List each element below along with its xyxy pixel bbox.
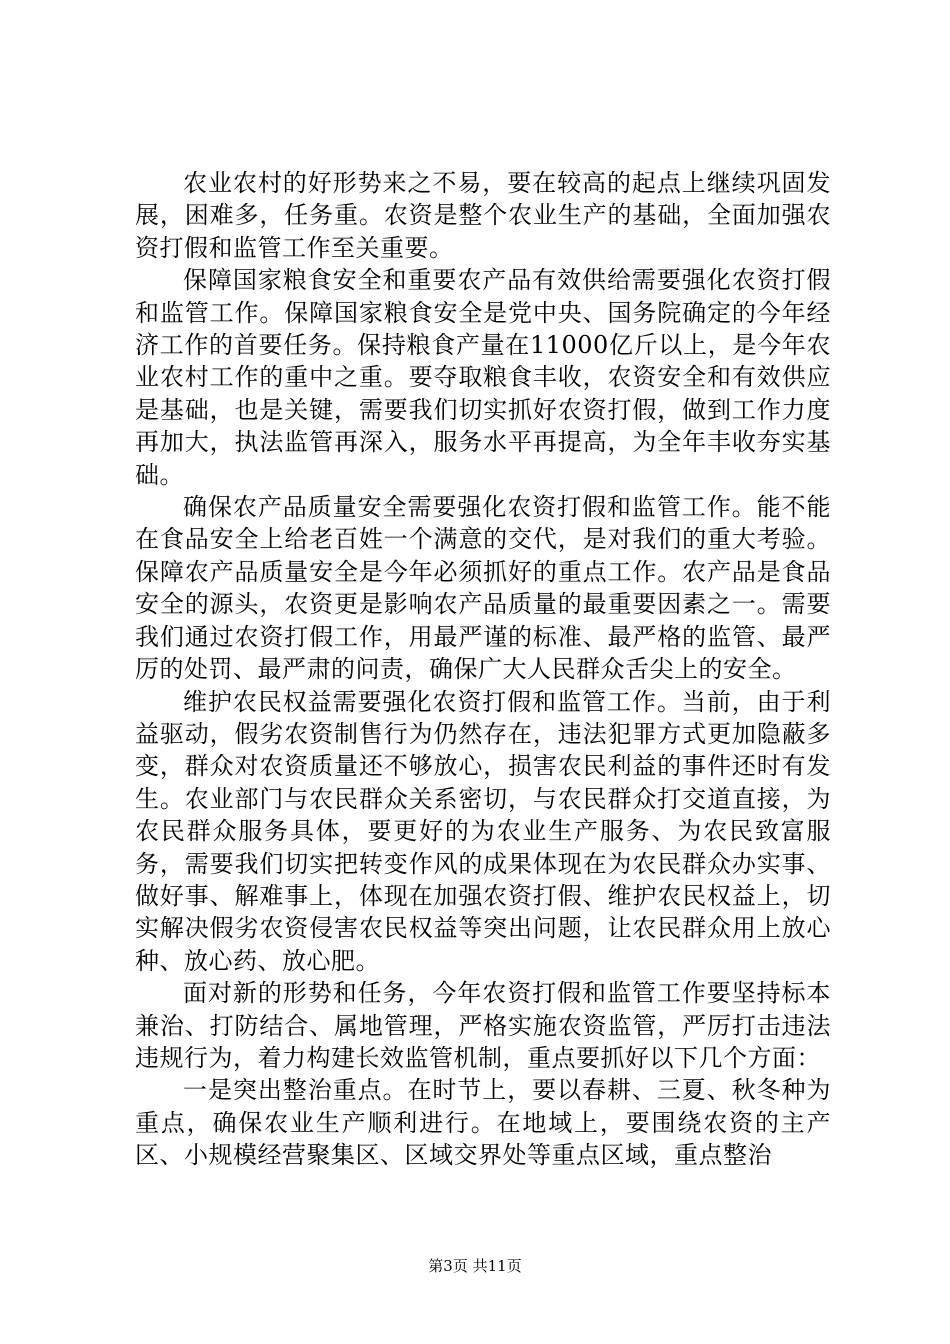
page-number-footer: 第3页 共11页 [428,1257,522,1275]
paragraph-3: 确保农产品质量安全需要强化农资打假和监管工作。能不能在食品安全上给老百姓一个满意的交代，是对我们的重大考验。保障农产品质量安全是今年必须抓好的重点工作。农产品是食品安全的源头，农资更是影响农产品质量的最重要因素之一。需要我们通过农资打假工作，用最严谨的标准、最严格的监管、最严厉的处罚、最严肃的问责，确保广大人民群众舌尖上的安全。 [135,493,831,684]
paragraph-4: 维护农民权益需要强化农资打假和监管工作。当前，由于利益驱动，假劣农资制售行为仍然存在，违法犯罪方式更加隐蔽多变，群众对农资质量还不够放心，损害农民利益的事件还时有发生。农业部门与农民群众关系密切，与农民群众打交道直接，为农民群众服务具体，要更好的为农业生产服务、为农民致富服务，需要我们切实把转变作风的成果体现在为农民群众办实事、做好事、解难事上，体现在加强农资打假、维护农民权益上，切实解决假劣农资侵害农民权益等突出问题，让农民群众用上放心种、放心药、放心肥。 [135,687,831,975]
paragraph-6: 一是突出整治重点。在时节上，要以春耕、三夏、秋冬种为重点，确保农业生产顺利进行。在地域上，要围绕农资的主产区、小规模经营聚集区、区域交界处等重点区域，重点整治 [135,1076,831,1170]
paragraph-2: 保障国家粮食安全和重要农产品有效供给需要强化农资打假和监管工作。保障国家粮食安全是党中央、国务院确定的今年经济工作的首要任务。保持粮食产量在11000亿斤以上，是今年农业农村工作的重中之重。要夺取粮食丰收，农资安全和有效供应是基础，也是关键，需要我们切实抓好农资打假，做到工作力度再加大，执法监管再深入，服务水平再提高，为全年丰收夯实基础。 [135,266,831,489]
paragraph-1: 农业农村的好形势来之不易，要在较高的起点上继续巩固发展，困难多，任务重。农资是整个农业生产的基础，全面加强农资打假和监管工作至关重要。 [135,169,831,262]
paragraph-5: 面对新的形势和任务，今年农资打假和监管工作要坚持标本兼治、打防结合、属地管理，严格实施农资监管，严厉打击违法违规行为，着力构建长效监管机制，重点要抓好以下几个方面： [135,979,831,1072]
document-body [135,167,831,1172]
